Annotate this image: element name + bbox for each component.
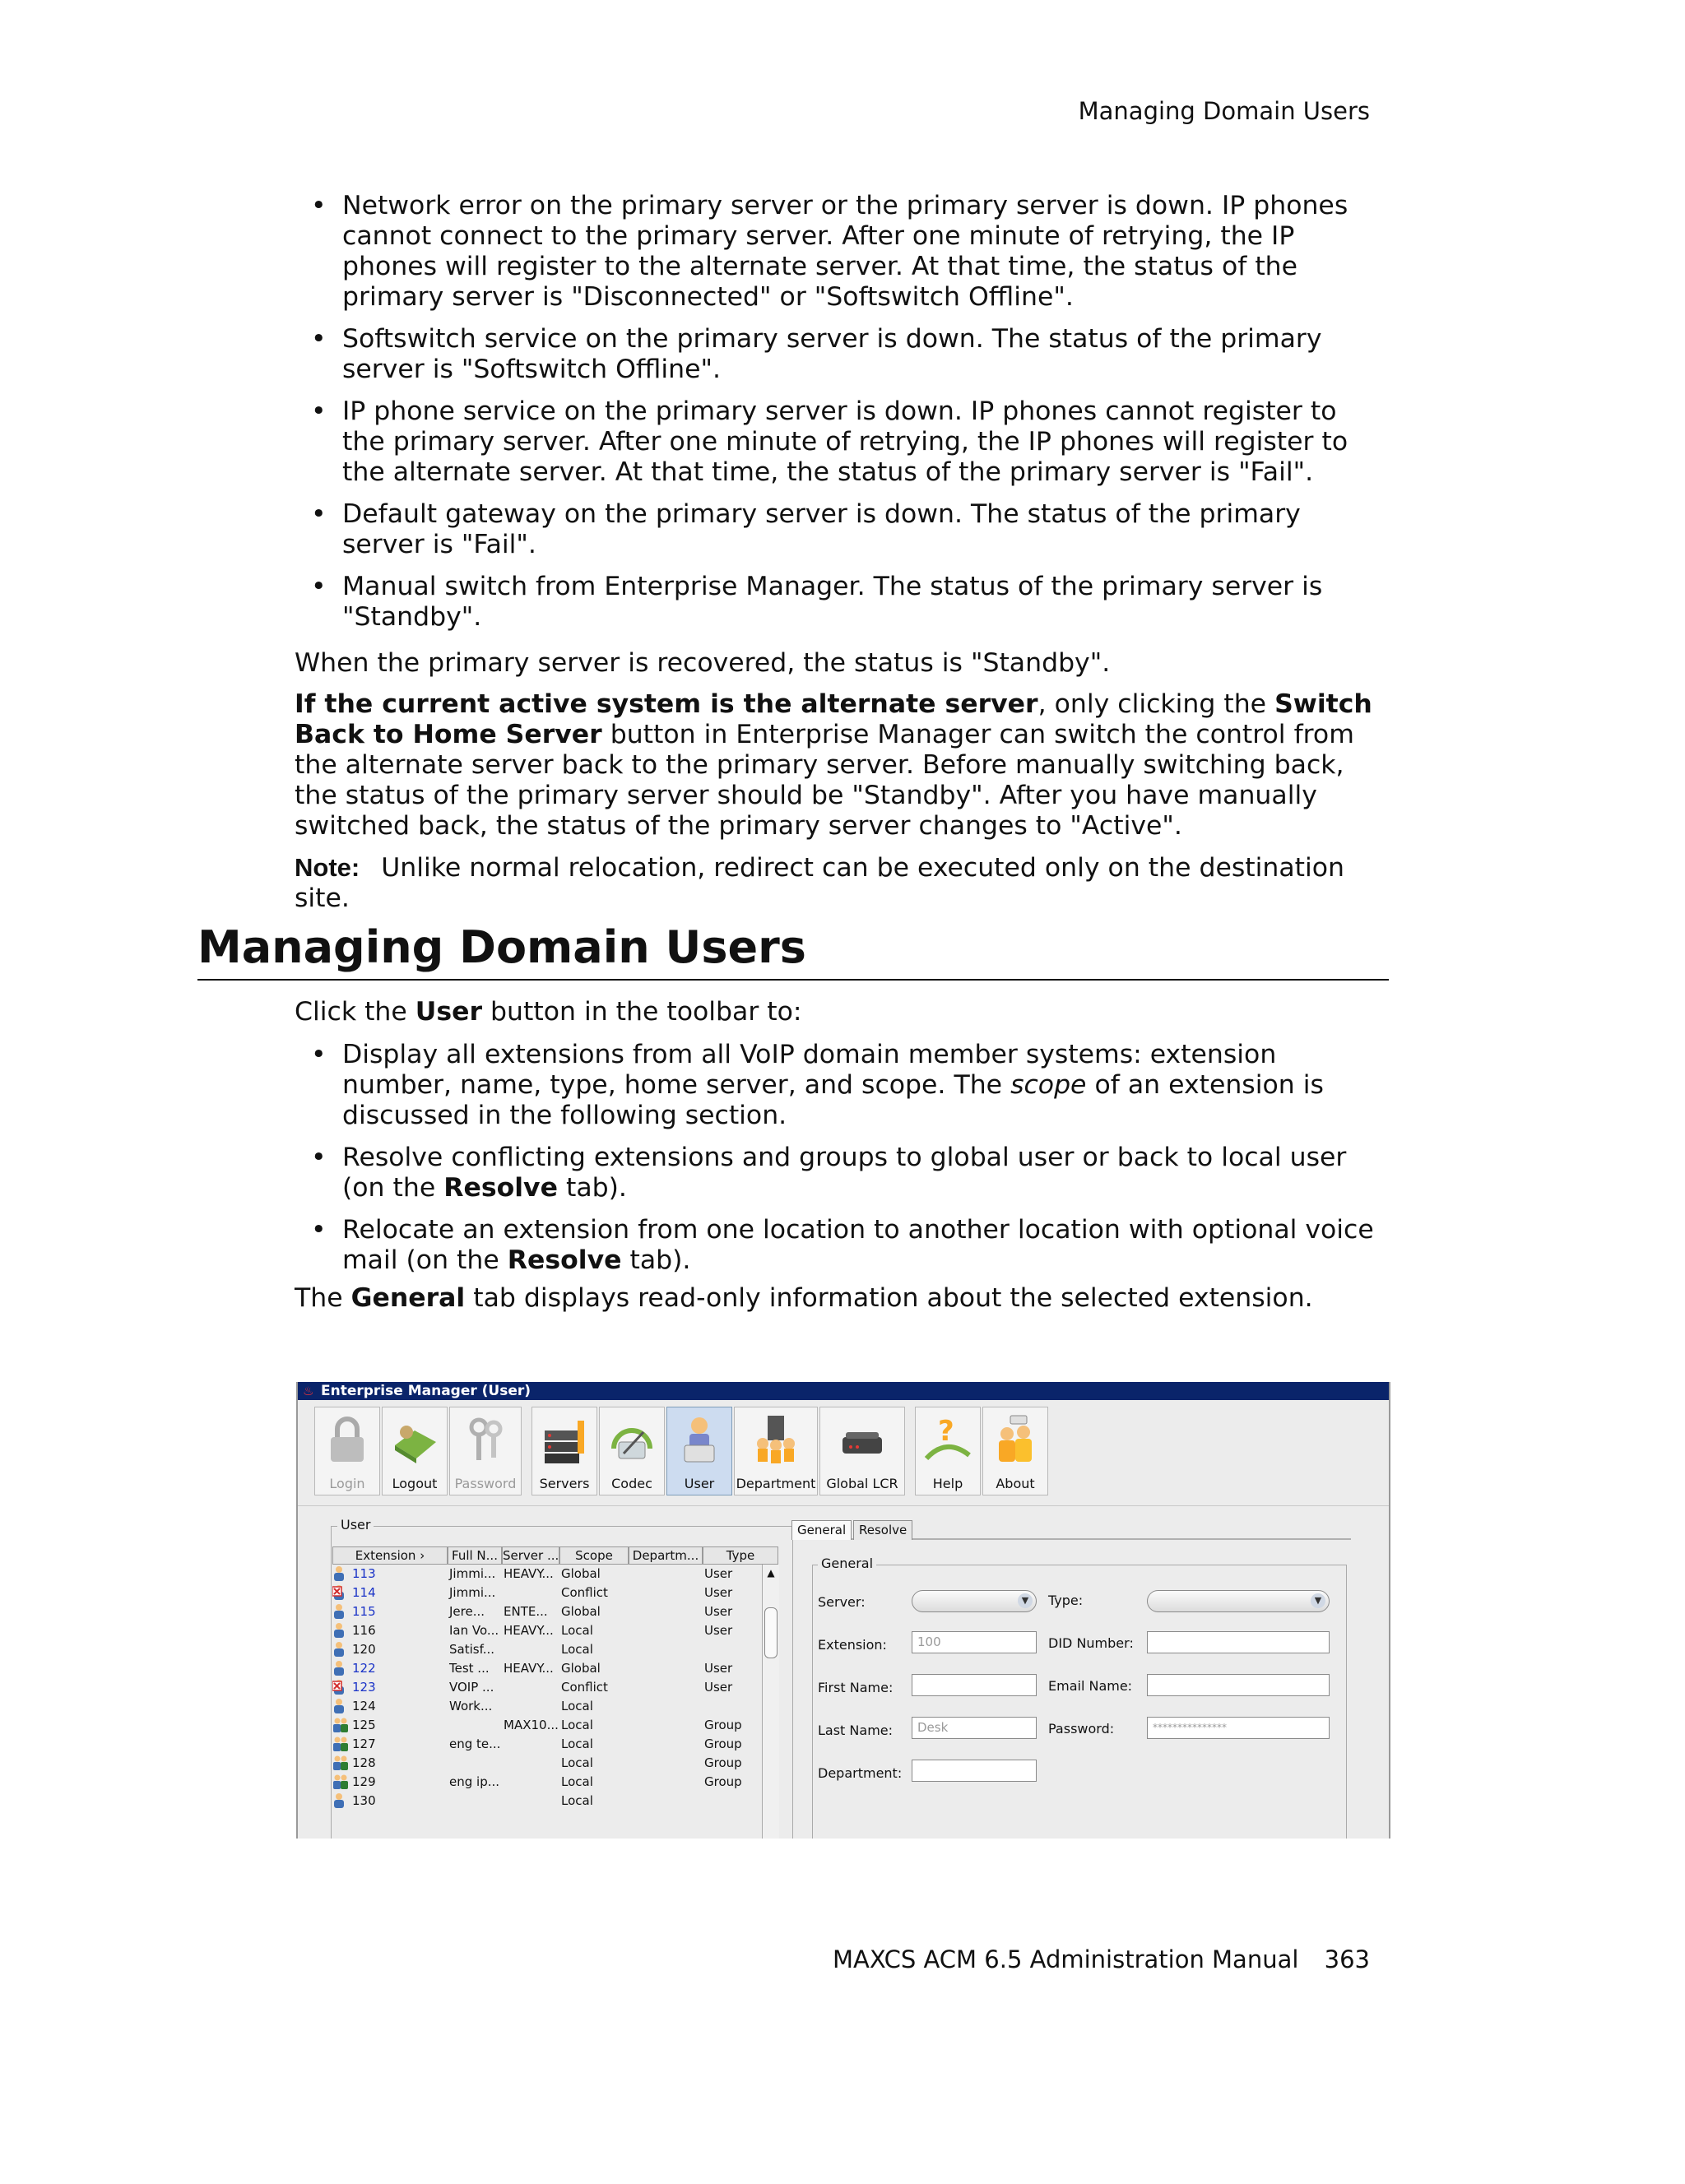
servers-button[interactable] [531, 1407, 597, 1495]
status-bullet-list [311, 191, 1381, 644]
cell-extension: 129 [352, 1774, 376, 1789]
window-titlebar [298, 1382, 1390, 1400]
button-label: Global LCR [826, 1476, 898, 1491]
user-phone-icon [673, 1412, 726, 1467]
bold-text: Switch Back to Home Server [295, 689, 1372, 749]
keys-icon [459, 1412, 512, 1467]
cell-type: User [704, 1623, 733, 1638]
table-row[interactable] [332, 1565, 733, 1584]
cell-server: HEAVY... [504, 1661, 554, 1676]
section-heading: Managing Domain Users [197, 921, 806, 973]
help-icon [921, 1412, 974, 1467]
logout-icon [388, 1412, 441, 1467]
bullet-item: • Manual switch from Enterprise Manager. The status of the primary server is "Standby". [311, 572, 1381, 633]
department-button[interactable] [734, 1407, 818, 1495]
button-label: Codec [611, 1476, 652, 1491]
tab-general[interactable]: General [791, 1520, 852, 1540]
text: Resolve conflicting extensions and groups to global user or back to local user (on the [342, 1143, 1347, 1203]
button-label: Servers [539, 1476, 590, 1491]
enterprise-manager-screenshot [296, 1382, 1390, 1839]
type-combo[interactable] [1147, 1590, 1330, 1612]
did-number-field[interactable] [1147, 1631, 1330, 1653]
cell-type: Group [704, 1737, 742, 1751]
chevron-down-icon: ▼ [1018, 1593, 1033, 1608]
department-icon [750, 1412, 802, 1467]
user-panel-legend: User [337, 1517, 374, 1533]
cell-type: User [704, 1604, 733, 1619]
about-button[interactable] [982, 1407, 1048, 1495]
cell-scope: Local [561, 1718, 593, 1732]
text: Click the [295, 997, 415, 1027]
cell-server: MAX10... [504, 1718, 559, 1732]
cell-extension: 116 [352, 1623, 376, 1638]
cell-extension: 114 [352, 1585, 376, 1600]
toolbar [298, 1400, 1390, 1506]
server-label: Server: [818, 1594, 866, 1610]
password-label: Password: [1048, 1721, 1115, 1737]
text: tab). [621, 1245, 691, 1275]
department-field[interactable] [912, 1760, 1037, 1782]
cell-extension: 128 [352, 1755, 376, 1770]
cell-server: ENTE... [504, 1604, 548, 1619]
column-header-server[interactable]: Server ... [503, 1548, 559, 1563]
cell-scope: Conflict [561, 1585, 608, 1600]
cell-type: User [704, 1566, 733, 1581]
router-icon [836, 1412, 889, 1467]
bullet-item: • Softswitch service on the primary server is down. The status of the primary server is "Softswitch Offline". [311, 324, 1381, 385]
header-label: Extension [355, 1548, 416, 1563]
bullet-item [311, 1143, 1381, 1203]
cell-full-name: Jimmi... [449, 1585, 496, 1600]
note [295, 852, 1389, 914]
text: button in the toolbar to: [482, 997, 802, 1027]
type-label: Type: [1048, 1593, 1084, 1608]
server-combo[interactable] [912, 1590, 1037, 1612]
scroll-up-arrow-icon[interactable]: ▲ [767, 1567, 775, 1579]
intro-paragraph [295, 997, 802, 1027]
table-row[interactable] [332, 1792, 727, 1811]
codec-icon [606, 1412, 658, 1467]
table-row[interactable] [332, 1659, 733, 1678]
column-header-type[interactable]: Type [703, 1546, 778, 1565]
tab-resolve[interactable]: Resolve [853, 1520, 912, 1540]
cell-full-name: Ian Vo... [449, 1623, 499, 1638]
bullet-item: • Default gateway on the primary server is down. The status of the primary server is "Fail". [311, 499, 1381, 560]
cell-scope: Local [561, 1774, 593, 1789]
page-number: 363 [1324, 1945, 1370, 1973]
button-label: Help [932, 1476, 963, 1491]
scroll-thumb[interactable] [764, 1607, 778, 1658]
cell-type: Group [704, 1755, 742, 1770]
text: tab). [557, 1173, 627, 1203]
cell-full-name: Jere... [449, 1604, 485, 1619]
bullet-item: • IP phone service on the primary server is down. IP phones cannot register to the primary server. After one minute of retrying, the IP phones will register to the alternate server. At that time, the status of the primary server is "Fail". [311, 396, 1381, 488]
button-label: About [996, 1476, 1035, 1491]
screenshot-right-border [1389, 1382, 1390, 1839]
cell-extension: 115 [352, 1604, 376, 1619]
user-button-bullet-list [311, 1040, 1381, 1287]
cell-extension: 113 [352, 1566, 376, 1581]
cell-extension: 130 [352, 1793, 376, 1808]
italic-text: scope [1010, 1070, 1087, 1100]
cell-full-name: eng ip... [449, 1774, 500, 1789]
cell-extension: 125 [352, 1718, 376, 1732]
cell-type: Group [704, 1718, 742, 1732]
logout-button[interactable] [382, 1407, 448, 1495]
bold-text: General [350, 1283, 466, 1313]
running-head: Managing Domain Users [1078, 97, 1370, 125]
department-label: Department: [818, 1765, 903, 1781]
text: of an extension is discussed in the following section. [342, 1070, 1324, 1130]
table-row[interactable] [332, 1773, 742, 1792]
text: tab displays read-only information about the selected extension. [465, 1283, 1313, 1313]
text: Relocate an extension from one location to another location with optional voice mail (on the [342, 1215, 1374, 1275]
cell-full-name: Satisf... [449, 1642, 495, 1657]
cell-extension: 122 [352, 1661, 376, 1676]
password-field[interactable]: *************** [1147, 1717, 1330, 1739]
user-icon [332, 1792, 346, 1815]
last-name-label: Last Name: [818, 1723, 894, 1738]
paragraph-switch-back [295, 689, 1389, 842]
table-row[interactable] [332, 1754, 742, 1773]
button-label: Password [454, 1476, 517, 1491]
bold-text: User [415, 997, 483, 1027]
table-row[interactable] [332, 1640, 727, 1659]
table-row[interactable] [332, 1602, 733, 1621]
window-title: Enterprise Manager (User) [321, 1383, 531, 1399]
column-header-extension[interactable]: Extension › [332, 1546, 448, 1565]
about-people-icon [989, 1412, 1042, 1467]
text: Display all extensions from all VoIP domain member systems: extension number, name, type, home server, and scope. The [342, 1040, 1277, 1100]
cell-scope: Local [561, 1699, 593, 1713]
cell-server: HEAVY... [504, 1623, 554, 1638]
bullet-item: • Network error on the primary server or the primary server is down. IP phones cannot connect to the primary server. After one minute of retrying, the IP phones will register to the alternate server. At that time, the status of the primary server is "Disconnected" or "Softswitch Offline". [311, 191, 1381, 313]
bullet-item [311, 1040, 1381, 1131]
server-icon [538, 1412, 591, 1467]
paragraph-recovered: When the primary server is recovered, the status is "Standby". [295, 648, 1111, 678]
button-label: User [684, 1476, 715, 1491]
email-name-field[interactable] [1147, 1674, 1330, 1696]
java-icon: ♨ [303, 1384, 314, 1398]
general-tab-paragraph [295, 1283, 1313, 1314]
login-button[interactable] [314, 1407, 380, 1495]
cell-scope: Conflict [561, 1680, 608, 1695]
cell-scope: Local [561, 1793, 593, 1808]
text: button in Enterprise Manager can switch the control from the alternate server back to the primary server. Before manually switching back, the status of the primary server should be "Standby". After you have manually switched back, the status of the primary server changes to "Active". [295, 720, 1354, 841]
help-button[interactable] [915, 1407, 981, 1495]
bold-text: Resolve [443, 1173, 558, 1203]
text: The [295, 1283, 351, 1313]
note-label: Note: [295, 853, 360, 882]
cell-scope: Global [561, 1604, 601, 1619]
cell-extension: 120 [352, 1642, 376, 1657]
user-button[interactable] [666, 1407, 732, 1495]
column-header-department[interactable]: Departm... [629, 1546, 703, 1565]
cell-full-name: Work... [449, 1699, 493, 1713]
button-label: Logout [392, 1476, 438, 1491]
bullet-item [311, 1215, 1381, 1276]
table-row[interactable] [332, 1584, 733, 1602]
cell-scope: Global [561, 1566, 601, 1581]
cell-extension: 124 [352, 1699, 376, 1713]
button-label: Department [736, 1476, 816, 1491]
cell-full-name: Test ... [449, 1661, 490, 1676]
bold-text: If the current active system is the alternate server [295, 689, 1038, 719]
cell-scope: Local [561, 1737, 593, 1751]
general-panel-legend: General [818, 1556, 876, 1571]
text: , only clicking the [1037, 689, 1275, 719]
button-label: Login [329, 1476, 365, 1491]
first-name-label: First Name: [818, 1680, 894, 1695]
cell-server: HEAVY... [504, 1566, 554, 1581]
table-row[interactable] [332, 1678, 733, 1697]
user-table-scrollbar[interactable] [762, 1565, 779, 1839]
manual-title: MAXCS ACM 6.5 Administration Manual [832, 1945, 1299, 1973]
extension-label: Extension: [818, 1637, 887, 1653]
bold-text: Resolve [507, 1245, 622, 1275]
heading-rule [197, 979, 1389, 981]
cell-scope: Local [561, 1642, 593, 1657]
column-header-scope[interactable]: Scope [559, 1546, 629, 1565]
table-row[interactable] [332, 1735, 742, 1754]
password-button[interactable] [449, 1407, 522, 1495]
cell-type: Group [704, 1774, 742, 1789]
codec-button[interactable] [599, 1407, 665, 1495]
cell-extension: 127 [352, 1737, 376, 1751]
cell-type: User [704, 1680, 733, 1695]
last-name-field[interactable]: Desk [912, 1717, 1037, 1739]
cell-scope: Local [561, 1755, 593, 1770]
cell-scope: Local [561, 1623, 593, 1638]
email-name-label: Email Name: [1048, 1678, 1133, 1694]
note-text: Unlike normal relocation, redirect can be executed only on the destination site. [295, 853, 1344, 913]
svg-text:?: ? [938, 1415, 954, 1448]
column-header-full-name[interactable]: Full N... [448, 1546, 502, 1565]
cell-full-name: Jimmi... [449, 1566, 496, 1581]
cell-extension: 123 [352, 1680, 376, 1695]
table-row[interactable] [332, 1621, 733, 1640]
page-footer [833, 1945, 1370, 1973]
cell-scope: Global [561, 1661, 601, 1676]
global-lcr-button[interactable] [819, 1407, 905, 1495]
cell-full-name: VOIP ... [449, 1680, 494, 1695]
cell-type: User [704, 1585, 733, 1600]
extension-field[interactable]: 100 [912, 1631, 1037, 1653]
chevron-down-icon: ▼ [1311, 1593, 1325, 1608]
did-number-label: DID Number: [1048, 1635, 1134, 1651]
cell-full-name: eng te... [449, 1737, 501, 1751]
cell-type: User [704, 1661, 733, 1676]
lock-icon [321, 1412, 374, 1467]
table-row[interactable] [332, 1716, 742, 1735]
table-row[interactable] [332, 1697, 727, 1716]
first-name-field[interactable] [912, 1674, 1037, 1696]
